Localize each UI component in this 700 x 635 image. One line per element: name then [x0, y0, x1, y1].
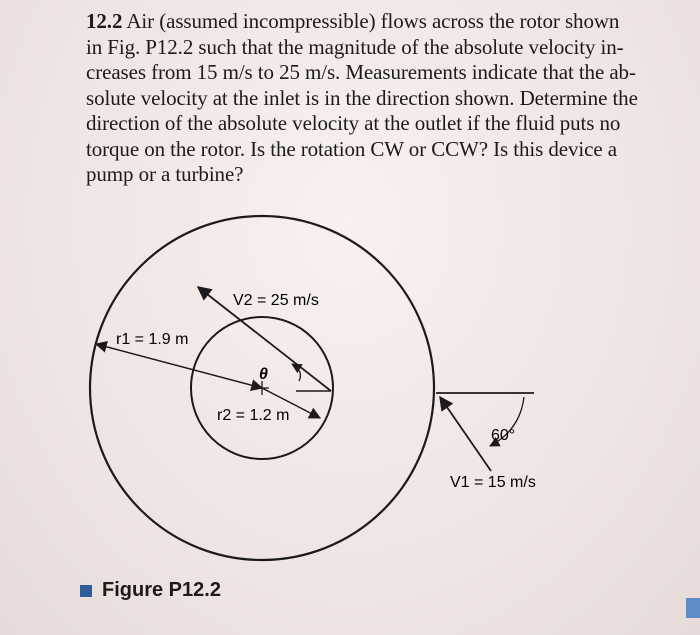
figure-caption [80, 579, 221, 602]
v1-label: V1 = 15 m/s [450, 474, 536, 491]
page-edge-mark [686, 598, 700, 618]
theta-label: θ [259, 366, 268, 383]
caption-square-icon [80, 585, 92, 597]
problem-line-7: pump or a turbine? [86, 162, 244, 186]
problem-line-4: solute velocity at the inlet is in the direction shown. Determine the [86, 85, 638, 110]
problem-number: 12.2 [86, 9, 123, 33]
caption-text: Figure P12.2 [102, 579, 221, 601]
angle-label: 60° [491, 427, 516, 444]
v1-velocity-arrow [440, 397, 491, 471]
problem-line-5: direction of the absolute velocity at the outlet if the fluid puts no [86, 111, 621, 135]
problem-line-2: in Fig. P12.2 such that the magnitude of the absolute velocity in- [86, 34, 624, 59]
problem-line-3: creases from 15 m/s to 25 m/s. Measurements indicate that the ab- [86, 60, 636, 84]
problem-line-1: 12.2 Air (assumed incompressible) flows across the rotor shown [86, 9, 620, 33]
r1-radius-line [96, 344, 262, 388]
r1-label: r1 = 1.9 m [116, 331, 189, 348]
v2-label: V2 = 25 m/s [233, 292, 319, 309]
problem-line-6: torque on the rotor. Is the rotation CW or CCW? Is this device a [86, 136, 617, 161]
r2-label: r2 = 1.2 m [217, 407, 290, 424]
